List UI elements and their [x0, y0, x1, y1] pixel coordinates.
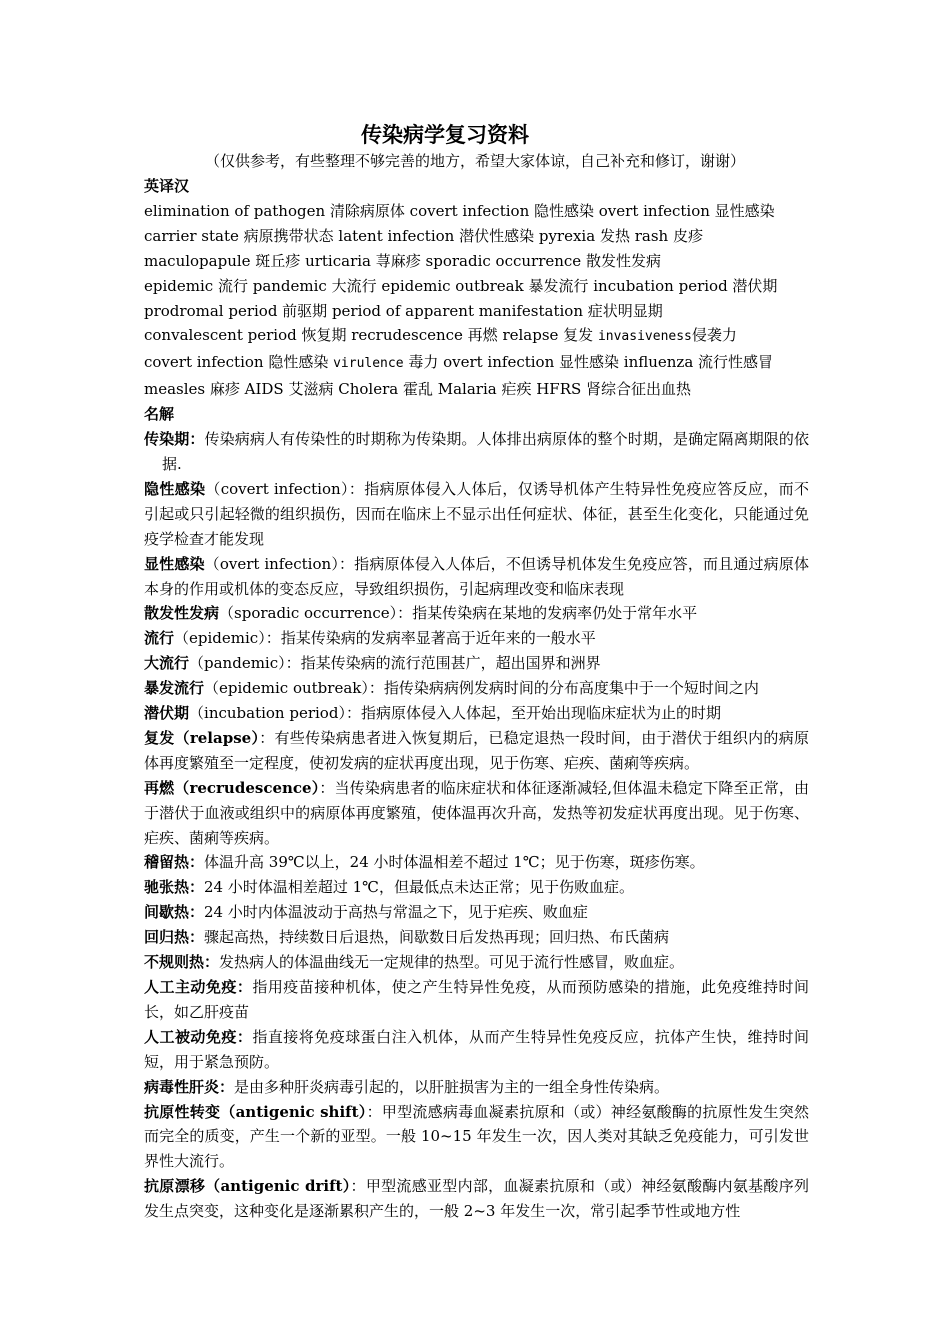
term-entry: [144, 477, 809, 552]
glossary-text: covert infection 隐性感染: [144, 353, 334, 372]
glossary-line: carrier state 病原携带状态 latent infection 潜伏性感染 pyrexia 发热 rash 皮疹: [144, 226, 703, 245]
term-definition: ：有些传染病患者进入恢复期后，已稳定退热一段时间，由于潜伏于组织内的病原体再度繁殖至一定程度，使初发病的症状再度出现，见于伤寒、疟疾、菌痢等疾病。: [144, 728, 809, 772]
term-label: 流行: [144, 629, 175, 648]
term-entry: [144, 950, 809, 975]
glossary-line: elimination of pathogen 清除病原体 covert infection 隐性感染 overt infection 显性感染: [144, 201, 775, 220]
term-definition: ：甲型流感亚型内部，血凝素抗原和（或）神经氨酸酶内氨基酸序列发生点突变，这种变化是逐渐累积产生的，一般 2~3 年发生一次，常引起季节性或地方性: [144, 1177, 809, 1221]
term-label: 大流行: [144, 654, 190, 673]
term-entry: [144, 875, 809, 900]
document-title: 传染病学复习资料: [361, 122, 529, 147]
term-label: 再燃（recrudescence）: [144, 778, 320, 797]
term-definition: （incubation period）：指病原体侵入人体起，至开始出现临床症状为止的时期: [189, 704, 721, 723]
glossary-line: maculopapule 斑丘疹 urticaria 荨麻疹 sporadic occurrence 散发性发病: [144, 251, 661, 270]
term-label: 抗原性转变（antigenic shift）: [144, 1102, 367, 1121]
term-entry: [144, 776, 809, 851]
term-definition: （epidemic）：指某传染病的发病率显著高于近年来的一般水平: [174, 629, 596, 648]
term-entry: [144, 900, 809, 925]
term-definition: 体温升高 39℃以上，24 小时体温相差不超过 1℃；见于伤寒，斑疹伤寒。: [204, 853, 705, 872]
term-entry: [144, 726, 809, 776]
term-entry: [144, 701, 809, 726]
term-label: 回归热：: [144, 928, 205, 947]
term-definition: 传染病病人有传染性的时期称为传染期。人体排出病原体的整个时期，是确定隔离期限的依据.: [162, 430, 809, 473]
term-label: 暴发流行: [144, 679, 205, 698]
term-label: 人工主动免疫：: [144, 978, 253, 996]
term-definition: 指直接将免疫球蛋白注入机体，从而产生特异性免疫反应，抗体产生快，维持时间短，用于紧急预防。: [144, 1027, 809, 1071]
term-entry: [144, 676, 809, 701]
term-definition: 24 小时内体温波动于高热与常温之下，见于疟疾、败血症: [204, 903, 588, 922]
term-definition: ：甲型流感病毒血凝素抗原和（或）神经氨酸酶的抗原性发生突然而完全的质变，产生一个新的亚型。一般 10~15 年发生一次，因人类对其缺乏免疫能力，可引发世界性大流行。: [144, 1102, 809, 1171]
glossary-text: 侵袭力: [691, 326, 737, 345]
term-label: 散发性发病: [144, 604, 220, 623]
document-body: [144, 174, 809, 1224]
term-entry: [144, 427, 809, 477]
term-label: 不规则热：: [144, 953, 220, 972]
glossary-line: [144, 323, 809, 350]
term-label: 人工被动免疫：: [144, 1027, 253, 1046]
term-definition: 是由多种肝炎病毒引起的，以肝脏损害为主的一组全身性传染病。: [234, 1077, 670, 1096]
term-label: 显性感染: [144, 554, 205, 573]
term-label: 间歇热：: [144, 903, 205, 922]
term-entry: [144, 925, 809, 950]
term-definition: ：当传染病患者的临床症状和体征逐渐减轻,但体温未稳定下降至正常，由于潜伏于血液或组织中的病原体再度繁殖，使体温再次升高，发热等初发症状再度出现。见于伤寒、疟疾、菌痢等疾病。: [144, 778, 809, 847]
term-label: 传染期：: [144, 430, 205, 449]
glossary-term: invasiveness: [597, 329, 692, 345]
term-label: 驰张热：: [144, 878, 205, 897]
glossary-line: [144, 350, 809, 377]
term-label: 病毒性肝炎：: [144, 1077, 235, 1096]
glossary-line: epidemic 流行 pandemic 大流行 epidemic outbreak 暴发流行 incubation period 潜伏期: [144, 276, 778, 295]
term-label: 稽留热：: [144, 853, 205, 872]
term-entry: [144, 975, 809, 1025]
term-entry: [144, 651, 809, 676]
term-definition: 24 小时体温相差超过 1℃，但最低点未达正常；见于伤败血症。: [204, 878, 634, 897]
document-subtitle: （仅供参考，有些整理不够完善的地方，希望大家体谅，自己补充和修订，谢谢）: [204, 152, 745, 170]
term-definition: （sporadic occurrence）：指某传染病在某地的发病率仍处于常年水平: [219, 604, 698, 623]
term-label: 复发（relapse）: [144, 728, 260, 747]
term-entry: [144, 1075, 809, 1100]
term-label: 抗原漂移（antigenic drift）: [144, 1177, 351, 1196]
term-label: 隐性感染: [144, 479, 206, 498]
term-entry: [144, 1174, 809, 1224]
term-definition: 发热病人的体温曲线无一定规律的热型。可见于流行性感冒，败血症。: [219, 953, 685, 972]
term-entry: [144, 1100, 809, 1175]
section-heading-glossary: 英译汉: [144, 177, 190, 195]
term-label: 潜伏期: [144, 704, 190, 723]
term-definition: 指用疫苗接种机体，使之产生特异性免疫，从而预防感染的措施，此免疫维持时间长，如乙肝疫苗: [144, 978, 809, 1021]
term-entry: [144, 850, 809, 875]
glossary-line: prodromal period 前驱期 period of apparent manifestation 症状明显期: [144, 301, 663, 320]
term-entry: [144, 626, 809, 651]
glossary-text: 毒力 overt infection 显性感染 influenza 流行性感冒: [403, 353, 774, 372]
term-entry: [144, 1025, 809, 1075]
term-definition: （overt infection）：指病原体侵入人体后，不但诱导机体发生免疫应答，而且通过病原体本身的作用或机体的变态反应，导致组织损伤，引起病理改变和临床表现: [144, 554, 809, 598]
term-entry: [144, 601, 809, 626]
term-entry: [144, 552, 809, 602]
glossary-line: measles 麻疹 AIDS 艾滋病 Cholera 霍乱 Malaria 疟疾 HFRS 肾综合征出血热: [144, 380, 692, 399]
term-definition: （pandemic）：指某传染病的流行范围甚广，超出国界和洲界: [189, 654, 601, 673]
term-definition: （covert infection）：指病原体侵入人体后，仅诱导机体产生特异性免疫应答反应，而不引起或只引起轻微的组织损伤，因而在临床上不显示出任何症状、体征，甚至生化变化，只能通过免疫学检查才能发现: [144, 479, 809, 548]
glossary-text: convalescent period 恢复期 recrudescence 再燃 relapse 复发: [144, 326, 598, 345]
glossary-term: virulence: [333, 356, 404, 372]
section-heading-terms: 名解: [144, 405, 175, 424]
term-definition: （epidemic outbreak）：指传染病病例发病时间的分布高度集中于一个短时间之内: [204, 679, 759, 698]
term-definition: 骤起高热，持续数日后退热，间歇数日后发热再现；回归热、布氏菌病: [204, 928, 670, 947]
